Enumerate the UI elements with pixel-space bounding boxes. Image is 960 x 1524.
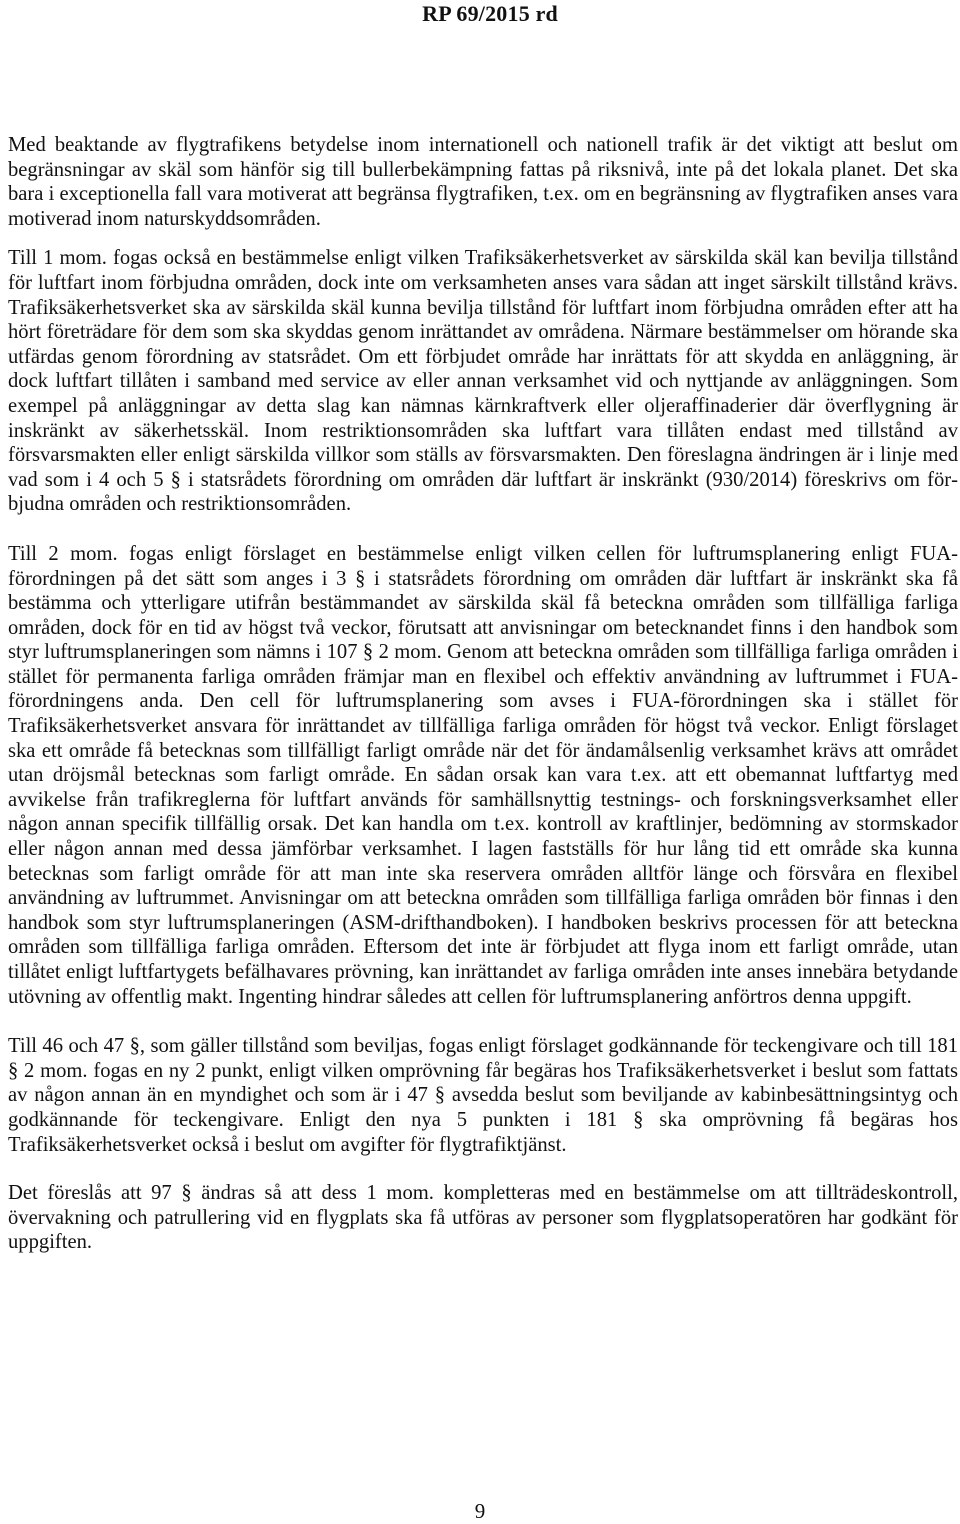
page-number: 9: [474, 1499, 486, 1523]
paragraph-section-2-temporary-danger-areas: Till 2 mom. fogas enligt förslaget en bestämmelse enligt vilken cellen för luftrumsplanering enligt FUA-förordningen på det sätt som anges i 3 § i statsrådets förordning om områden där luftfart är inskränkt ska få bestämma och ytterligare utifrån bestämmandet av särskilda skäl få beteckna områden som tillfälliga farliga områden, dock för en tid av högst två veckor, förutsatt att anvisningar om betecknandet finns i den handbok som styr luftrumsplaneringen som nämns i 107 § 2 mom. Genom att beteckna områden som tillfälliga farliga områden i stället för permanenta farliga områden främjar man en flexibel och effektiv användning av luftrummet i FUA-förordningens anda. Den cell för luftrumsplanering som avses i FUA-förordningen ska i stället för Trafiksäkerhetsverket ansvara för inrättandet av tillfälliga farliga områden för högst två veckor. Enligt förslaget ska ett område få betecknas som tillfälligt farligt område när det för ändamålsenlig verksamhet krävs att området utan dröjsmål betecknas som farligt område. En sådan orsak kan vara t.ex. att ett obemannat luftfartyg med avvikelse från trafikreglerna för luftfart används för samhällsnyttig testnings- och forskningsverksamhet eller någon annan specifik tillfällig orsak. Det kan handla om t.ex. kontroll av kraftlinjer, bedömning av stormskador eller någon annan med dessa jämförbar verksamhet. I lagen fastställs för hur lång tid ett område ska kunna betecknas som farligt område för att man inte ska reservera områden alltför länge och försvåra en flexibel användning av luftrummet. Anvisningar om att beteckna områden som tillfälliga farliga områden bör finnas i den handbok som styr luftrumsplaneringen (ASM-drifthandboken). I handboken beskrivs processen för att beteckna områden som tillfälliga farliga områden. Eftersom det inte är förbjudet att flyga inom ett farligt område, utan tillåtet enligt luftfartygets befälhavares prövning, kan inrättandet av farliga områden inte anses innebära betydande utövning av offentlig makt. Ingenting hindrar således att cellen för luftrumsplanering anförtros denna uppgift.: [8, 542, 958, 1008]
document-body: [8, 133, 958, 1279]
paragraph-noise-regulation-level: Med beaktande av flygtrafikens betydelse inom internationell och nationell trafik är det viktigt att beslut om begränsningar av skäl som hänför sig till bullerbekämpning fattas på riksnivå, inte på det lokala planet. Det ska bara i exceptionella fall vara motiverat att begränsa flygtrafiken, t.ex. om en begränsning av flygtrafiken anses vara motiverad inom naturskyddsområden.: [8, 134, 958, 230]
page-header: [0, 0, 960, 34]
document-identifier: RP 69/2015 rd: [422, 1, 558, 26]
paragraph-section-1-prohibited-areas: Till 1 mom. fogas också en bestämmelse enligt vilken Trafiksäkerhetsverket av särskilda skäl kan bevilja tillstånd för luftfart inom förbjudna områden, dock inte om verksamheten anses vara sådan att inget särskilt tillstånd krävs. Trafiksäkerhetsverket ska av särskilda skäl kunna bevilja tillstånd för luftfart inom förbjudna områden efter att ha hört företrädare för dem som ska skyddas genom inrättandet av områdena. Närmare bestämmelser om hörande ska utfärdas genom förordning av statsrådet. Om ett förbjudet område har inrättats för att skydda en anläggning, är dock luftfart tillåten i samband med service av eller annan verksamhet vid och nyttjande av anläggningen. Som exempel på anläggningar av detta slag kan nämnas kärnkraftverk eller oljeraffinaderier där överflygning är inskränkt av säkerhetsskäl. Inom restriktionsområden ska luftfart vara tillåten endast med tillstånd av försvarsmakten eller enligt särskilda villkor som ställs av försvarsmakten. Den föreslagna ändringen är i linje med vad som i 4 och 5 § i statsrådets förordning om områden där luftfart är inskränkt (930/2014) föreskrivs om förbjudna områden och restriktionsområden.: [8, 247, 958, 516]
paragraph-sections-46-47-181: Till 46 och 47 §, som gäller tillstånd som beviljas, fogas enligt förslaget godkännande för teckengivare och till 181 § 2 mom. fogas en ny 2 punkt, enligt vilken omprövning får begäras hos Trafiksäkerhetsverket i beslut som fattats av någon annan än en myndighet och som är i 47 § avsedda beslut som beviljande av kabinbesättningsintyg och godkännande för teckengivare. Enligt den nya 5 punkten i 181 § ska omprövning få begäras hos Trafiksäkerhetsverket också i beslut om avgifter för flygtrafiktjänst.: [8, 1035, 958, 1156]
paragraph-section-97-access-control: Det föreslås att 97 § ändras så att dess 1 mom. kompletteras med en bestämmelse om att tillträdeskontroll, övervakning och patrullering vid en flygplats ska få utföras av personer som flygplatsoperatören har godkänt för uppgiften.: [8, 1182, 958, 1254]
